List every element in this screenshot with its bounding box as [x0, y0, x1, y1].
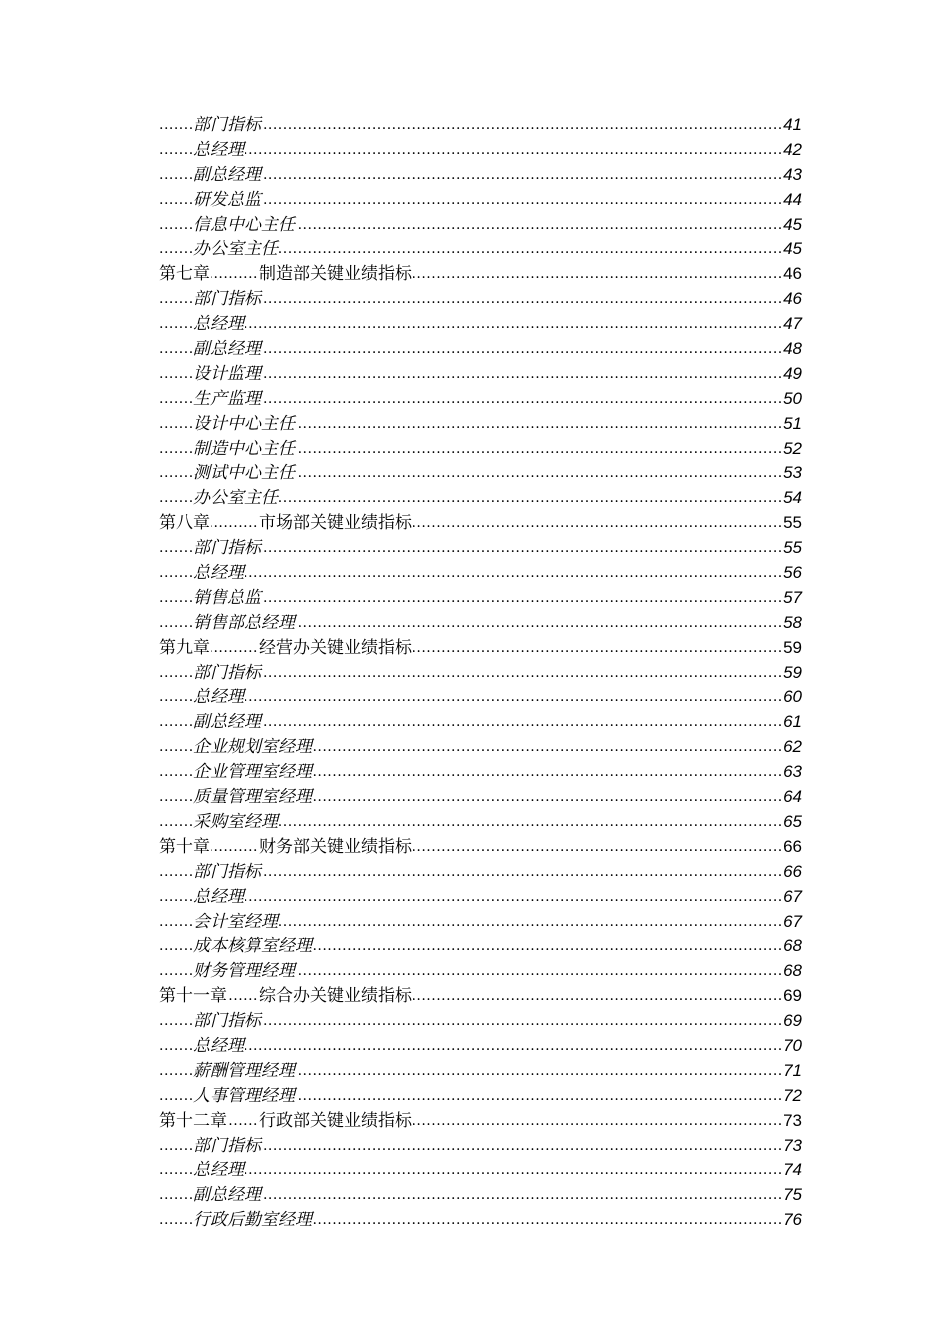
entry-title: 副总经理: [193, 163, 262, 188]
page-number: 46: [782, 287, 802, 312]
entry-title: 副总经理: [193, 337, 262, 362]
entry-title: 企业管理室经理: [193, 760, 313, 785]
toc-chapter-entry[interactable]: [0, 984, 950, 1009]
dot-leader: [159, 1109, 802, 1134]
entry-title: 办公室主任: [193, 237, 279, 262]
page-number: 48: [782, 337, 802, 362]
dot-leader: [159, 636, 802, 661]
toc-entry[interactable]: [0, 387, 950, 412]
toc-entry[interactable]: [0, 362, 950, 387]
toc-chapter-entry[interactable]: [0, 1109, 950, 1134]
entry-title: 采购室经理: [193, 810, 279, 835]
page-number: 60: [782, 685, 802, 710]
toc-entry[interactable]: [0, 661, 950, 686]
entry-title: 副总经理: [193, 1183, 262, 1208]
chapter-title: 综合办关键业绩指标: [259, 984, 413, 1009]
page-number: 70: [782, 1034, 802, 1059]
page-number: 67: [782, 910, 802, 935]
entry-title: 总经理: [193, 312, 245, 337]
entry-title: 财务管理经理: [193, 959, 296, 984]
page-number: 65: [782, 810, 802, 835]
entry-title: 生产监理: [193, 387, 262, 412]
chapter-number: 第七章: [159, 262, 211, 287]
entry-title: 总经理: [193, 885, 245, 910]
dot-leader: [159, 312, 802, 337]
page-number: 58: [782, 611, 802, 636]
toc-entry[interactable]: [0, 1009, 950, 1034]
chapter-title: 市场部关键业绩指标: [259, 511, 413, 536]
toc-entry[interactable]: [0, 486, 950, 511]
dot-leader: [159, 1034, 802, 1059]
toc-entry[interactable]: [0, 1183, 950, 1208]
chapter-number: 第十一章: [159, 984, 228, 1009]
entry-title: 总经理: [193, 685, 245, 710]
toc-entry[interactable]: [0, 412, 950, 437]
page-number: 49: [782, 362, 802, 387]
table-of-contents: [0, 113, 950, 1233]
entry-title: 总经理: [193, 1034, 245, 1059]
entry-title: 总经理: [193, 561, 245, 586]
toc-entry[interactable]: [0, 710, 950, 735]
chapter-title: 行政部关键业绩指标: [259, 1109, 413, 1134]
entry-title: 测试中心主任: [193, 461, 296, 486]
chapter-title: 制造部关键业绩指标: [259, 262, 413, 287]
page-number: 66: [782, 860, 802, 885]
dot-leader: [159, 262, 802, 287]
page-number: 62: [782, 735, 802, 760]
page-number: 50: [782, 387, 802, 412]
page-number: 75: [782, 1183, 802, 1208]
page-number: 46: [782, 262, 802, 287]
page-number: 68: [782, 934, 802, 959]
page-number: 73: [782, 1109, 802, 1134]
entry-title: 部门指标: [193, 661, 262, 686]
entry-title: 销售部总经理: [193, 611, 296, 636]
toc-entry[interactable]: [0, 138, 950, 163]
toc-entry[interactable]: [0, 885, 950, 910]
page-number: 76: [782, 1208, 802, 1233]
page-number: 72: [782, 1084, 802, 1109]
page-number: 74: [782, 1158, 802, 1183]
page-number: 61: [782, 710, 802, 735]
page-number: 44: [782, 188, 802, 213]
toc-entry[interactable]: [0, 934, 950, 959]
page-number: 42: [782, 138, 802, 163]
entry-title: 设计中心主任: [193, 412, 296, 437]
page-number: 41: [782, 113, 802, 138]
toc-entry[interactable]: [0, 163, 950, 188]
page-number: 71: [782, 1059, 802, 1084]
page-number: 47: [782, 312, 802, 337]
toc-chapter-entry[interactable]: [0, 636, 950, 661]
entry-title: 总经理: [193, 138, 245, 163]
entry-title: 部门指标: [193, 1009, 262, 1034]
page-number: 69: [782, 984, 802, 1009]
toc-entry[interactable]: [0, 760, 950, 785]
entry-title: 销售总监: [193, 586, 262, 611]
toc-entry[interactable]: [0, 860, 950, 885]
toc-entry[interactable]: [0, 1034, 950, 1059]
dot-leader: [159, 835, 802, 860]
entry-title: 会计室经理: [193, 910, 279, 935]
entry-title: 行政后勤室经理: [193, 1208, 313, 1233]
toc-entry[interactable]: [0, 237, 950, 262]
toc-chapter-entry[interactable]: [0, 835, 950, 860]
page-number: 45: [782, 237, 802, 262]
chapter-number: 第十章: [159, 835, 211, 860]
page-number: 64: [782, 785, 802, 810]
page-number: 63: [782, 760, 802, 785]
toc-entry[interactable]: [0, 561, 950, 586]
dot-leader: [159, 1158, 802, 1183]
toc-chapter-entry[interactable]: [0, 511, 950, 536]
toc-chapter-entry[interactable]: [0, 262, 950, 287]
dot-leader: [159, 511, 802, 536]
chapter-title: 财务部关键业绩指标: [259, 835, 413, 860]
entry-title: 制造中心主任: [193, 437, 296, 462]
entry-title: 部门指标: [193, 113, 262, 138]
chapter-number: 第九章: [159, 636, 211, 661]
page-number: 52: [782, 437, 802, 462]
page-number: 45: [782, 213, 802, 238]
toc-entry[interactable]: [0, 437, 950, 462]
page-number: 55: [782, 511, 802, 536]
page-number: 43: [782, 163, 802, 188]
toc-entry[interactable]: [0, 1134, 950, 1159]
toc-entry[interactable]: [0, 188, 950, 213]
toc-entry[interactable]: [0, 785, 950, 810]
dot-leader: [159, 984, 802, 1009]
page-number: 73: [782, 1134, 802, 1159]
dot-leader: [159, 561, 802, 586]
toc-entry[interactable]: [0, 910, 950, 935]
toc-entry[interactable]: [0, 287, 950, 312]
page-number: 68: [782, 959, 802, 984]
toc-entry[interactable]: [0, 1158, 950, 1183]
entry-title: 部门指标: [193, 1134, 262, 1159]
page-number: 54: [782, 486, 802, 511]
entry-title: 信息中心主任: [193, 213, 296, 238]
page-number: 67: [782, 885, 802, 910]
toc-entry[interactable]: [0, 213, 950, 238]
page-number: 69: [782, 1009, 802, 1034]
entry-title: 办公室主任: [193, 486, 279, 511]
entry-title: 薪酬管理经理: [193, 1059, 296, 1084]
entry-title: 研发总监: [193, 188, 262, 213]
toc-entry[interactable]: [0, 611, 950, 636]
toc-entry[interactable]: [0, 1059, 950, 1084]
dot-leader: [159, 885, 802, 910]
page-number: 57: [782, 586, 802, 611]
page-number: 51: [782, 412, 802, 437]
entry-title: 部门指标: [193, 536, 262, 561]
dot-leader: [159, 138, 802, 163]
entry-title: 企业规划室经理: [193, 735, 313, 760]
page-number: 66: [782, 835, 802, 860]
toc-entry[interactable]: [0, 461, 950, 486]
entry-title: 部门指标: [193, 860, 262, 885]
toc-entry[interactable]: [0, 536, 950, 561]
page-number: 59: [782, 661, 802, 686]
page-number: 53: [782, 461, 802, 486]
toc-entry[interactable]: [0, 959, 950, 984]
toc-entry[interactable]: [0, 735, 950, 760]
toc-entry[interactable]: [0, 810, 950, 835]
toc-entry[interactable]: [0, 1084, 950, 1109]
toc-entry[interactable]: [0, 685, 950, 710]
toc-entry[interactable]: [0, 312, 950, 337]
entry-title: 副总经理: [193, 710, 262, 735]
chapter-title: 经营办关键业绩指标: [259, 636, 413, 661]
toc-entry[interactable]: [0, 113, 950, 138]
toc-entry[interactable]: [0, 337, 950, 362]
chapter-number: 第十二章: [159, 1109, 228, 1134]
entry-title: 人事管理经理: [193, 1084, 296, 1109]
chapter-number: 第八章: [159, 511, 211, 536]
dot-leader: [159, 685, 802, 710]
toc-entry[interactable]: [0, 586, 950, 611]
page-number: 55: [782, 536, 802, 561]
entry-title: 总经理: [193, 1158, 245, 1183]
entry-title: 部门指标: [193, 287, 262, 312]
entry-title: 设计监理: [193, 362, 262, 387]
page-number: 56: [782, 561, 802, 586]
entry-title: 质量管理室经理: [193, 785, 313, 810]
page-number: 59: [782, 636, 802, 661]
toc-entry[interactable]: [0, 1208, 950, 1233]
entry-title: 成本核算室经理: [193, 934, 313, 959]
